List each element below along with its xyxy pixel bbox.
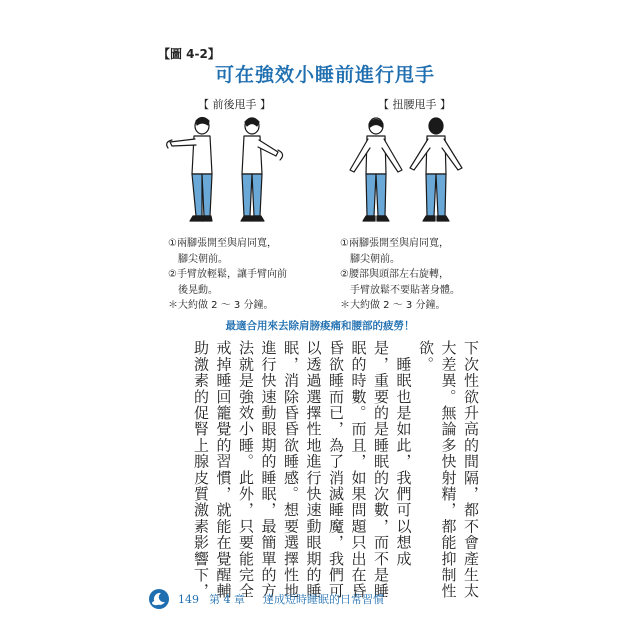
body-column: 眠，消除昏昏欲睡感。想要選擇性地 <box>282 340 300 600</box>
page-number: 149 <box>178 592 199 606</box>
body-column: 助激素的促腎上腺皮質激素影響下， <box>192 340 210 600</box>
body-column: 眠的時數。而且，如果問題只出在昏 <box>349 340 368 600</box>
body-column: 以透過選擇性地進行快速動眼期的睡 <box>304 340 323 600</box>
step-line: ①兩腳張開至與肩同寬， <box>340 238 449 249</box>
body-column: 是，重要的是睡眠的次數，而不是睡 <box>372 340 390 600</box>
body-column: 法就是強效小睡。此外，只要能完全 <box>237 340 255 600</box>
figure-label: 【圖 4-2】 <box>158 47 220 61</box>
step-line: 後晃動。 <box>168 284 218 296</box>
body-column: 戒掉睡回籠覺的習慣，就能在覺醒輔 <box>214 340 233 600</box>
body-column: 大差異。無論多快射精，都能抑制性 <box>439 340 458 600</box>
figure-caption: 最適合用來去除肩膀痠痛和腰部的疲勞！ <box>225 320 415 332</box>
panel-steps-front-back-swing <box>168 236 328 314</box>
step-line: ＊大約做 2 ～ 3 分鐘。 <box>168 300 274 311</box>
body-column: 下次性欲升高的間隔，都不會產生太 <box>462 340 480 600</box>
step-line: 腳尖朝前。 <box>168 253 228 265</box>
body-column: 昏欲睡而已，為了消滅睡魔，我們可 <box>327 340 345 600</box>
moon-cloud-icon <box>148 588 170 610</box>
step-line: ＊大約做 2 ～ 3 分鐘。 <box>340 300 446 311</box>
step-line: ②手臂放輕鬆，讓手臂向前 <box>168 269 287 280</box>
step-line: 腳尖朝前。 <box>340 253 400 265</box>
step-line: 手臂放鬆不要貼著身體。 <box>340 284 460 296</box>
panel-steps-twist-swing <box>340 236 500 314</box>
chapter-label: 第 4 章 <box>209 593 245 606</box>
twist-swing-illustration <box>340 112 470 232</box>
body-column: 欲。 <box>417 340 435 373</box>
body-column: 睡眠也是如此，我們可以想成 <box>394 340 413 567</box>
step-line: ②腰部與頭部左右旋轉， <box>340 269 449 280</box>
page-footer <box>148 586 448 612</box>
step-line: ①兩腳張開至與肩同寬， <box>168 238 277 249</box>
panel-label-twist-swing: 【 扭腰甩手 】 <box>378 98 451 111</box>
section-title: 達成短時睡眠的日常習慣 <box>263 593 384 606</box>
front-back-swing-illustration <box>160 112 290 232</box>
figure-title: 可在強效小睡前進行甩手 <box>214 64 435 86</box>
panel-label-front-back-swing: 【 前後甩手 】 <box>198 98 271 111</box>
body-column: 進行快速動眼期的睡眠，最簡單的方 <box>259 340 278 600</box>
